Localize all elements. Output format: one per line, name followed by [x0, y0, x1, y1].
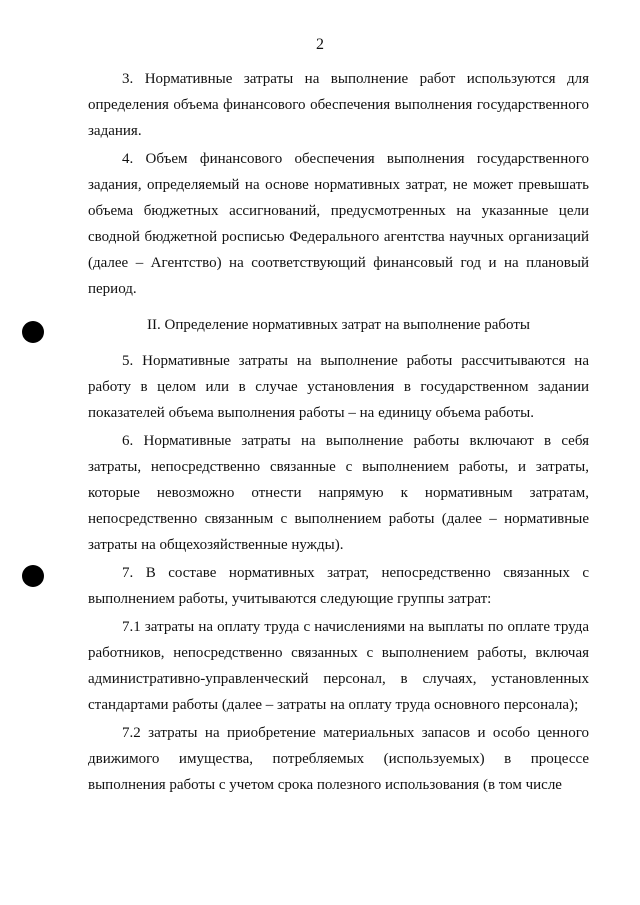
document-body: [88, 66, 589, 800]
punch-hole-mark: [22, 565, 44, 587]
paragraph-5: 5. Нормативные затраты на выполнение работы рассчитываются на работу в целом или в случае установления в государственном задании показателей объема выполнения работы – на единицу объема работы.: [88, 353, 589, 421]
punch-hole-mark: [22, 321, 44, 343]
paragraph-7-1: 7.1 затраты на оплату труда с начислениями на выплаты по оплате труда работников, непосредственно связанных с выполнением работы, включая административно-управленческий персонал, в случаях, установленных стандартами работы (далее – затраты на оплату труда основного персонала);: [88, 619, 589, 713]
paragraph-4: 4. Объем финансового обеспечения выполнения государственного задания, определяемый на основе нормативных затрат, не может превышать объема бюджетных ассигнований, предусмотренных на указанные цели сводной бюджетной росписью Федерального агентства научных организаций (далее – Агентство) на соответствующий финансовый год и на плановый период.: [88, 151, 589, 297]
section-heading: II. Определение нормативных затрат на выполнение работы: [147, 317, 530, 333]
paragraph-7: 7. В составе нормативных затрат, непосредственно связанных с выполнением работы, учитываются следующие группы затрат:: [88, 565, 589, 607]
paragraph-3: 3. Нормативные затраты на выполнение работ используются для определения объема финансового обеспечения выполнения государственного задания.: [88, 71, 589, 139]
page-number: 2: [316, 36, 324, 53]
paragraph-7-2: 7.2 затраты на приобретение материальных запасов и особо ценного движимого имущества, потребляемых (используемых) в процессе выполнения работы с учетом срока полезного использования (в том числе: [88, 725, 589, 793]
paragraph-6: 6. Нормативные затраты на выполнение работы включают в себя затраты, непосредственно связанные с выполнением работы, и затраты, которые невозможно отнести напрямую к нормативным затратам, непосредственно связанным с выполнением работы (далее – нормативные затраты на общехозяйственные нужды).: [88, 433, 589, 553]
